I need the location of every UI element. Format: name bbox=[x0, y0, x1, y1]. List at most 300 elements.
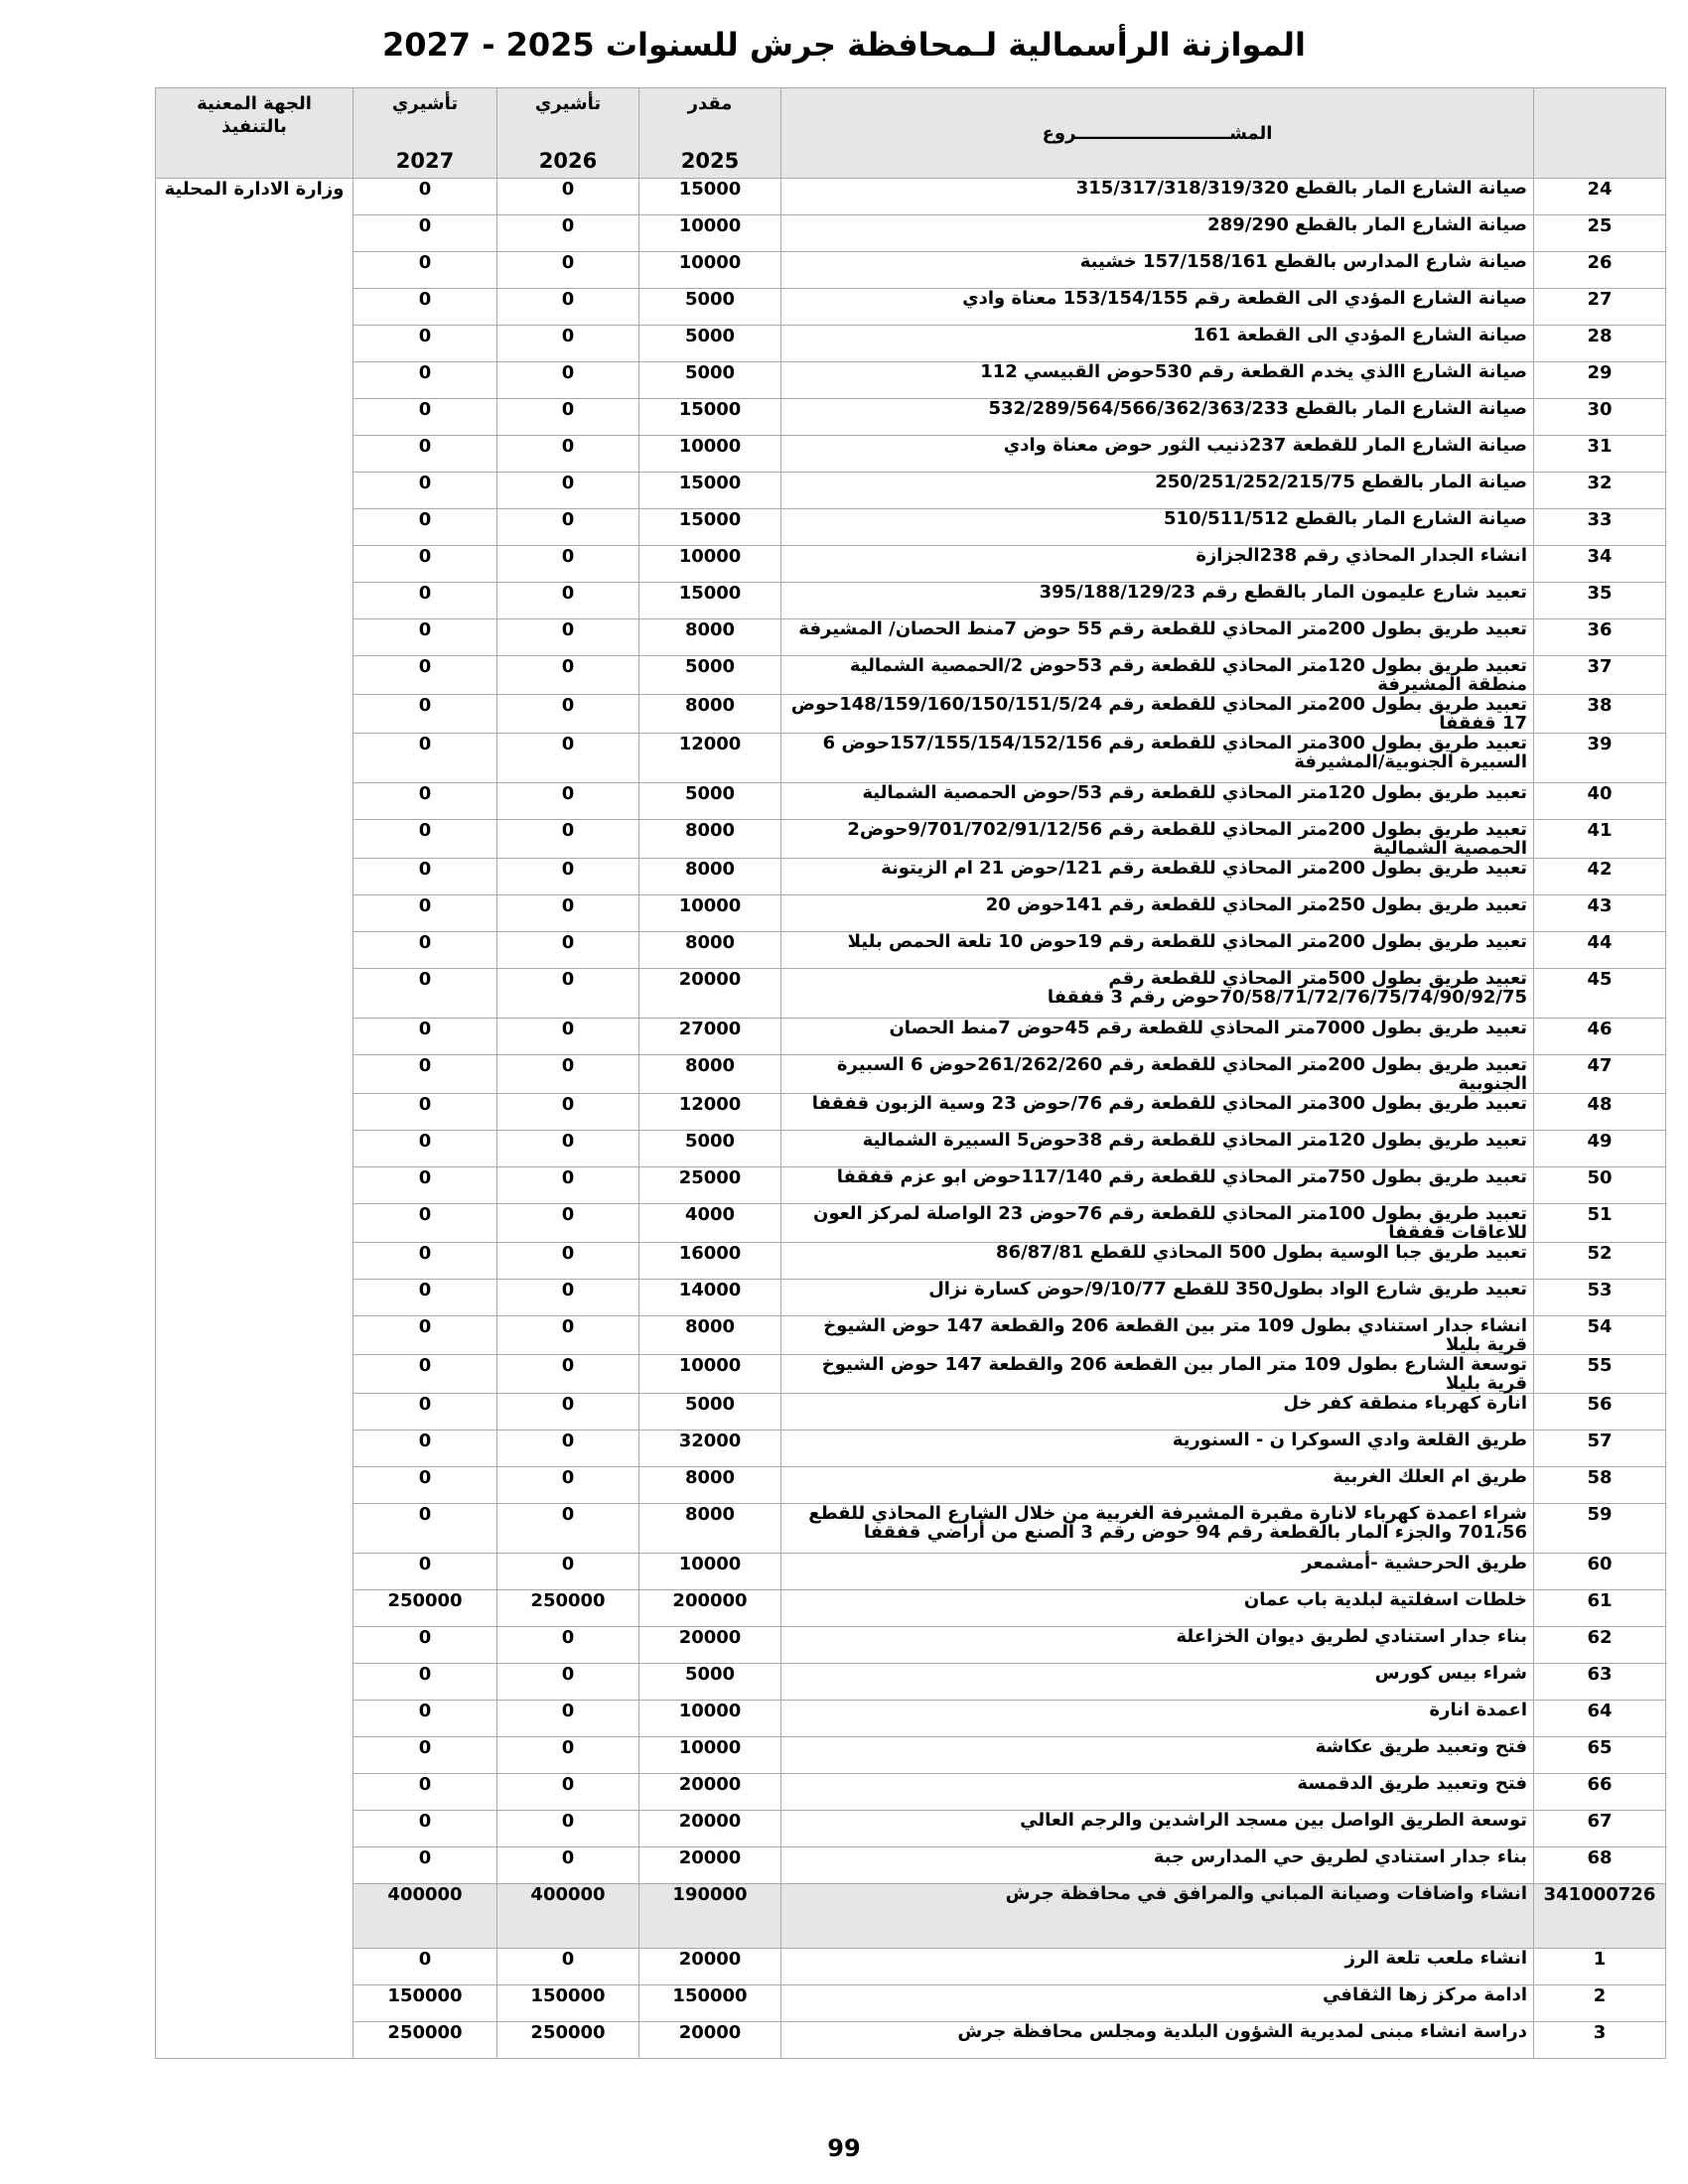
estimate-2025-value: 20000 bbox=[639, 1949, 781, 1985]
project-name: توسعة الطريق الواصل بين مسجد الراشدين والرجم العالي bbox=[781, 1811, 1534, 1847]
indicative-2027-value: 0 bbox=[353, 1701, 497, 1737]
indicative-2027-value: 0 bbox=[353, 362, 497, 399]
estimate-2025-value: 16000 bbox=[639, 1243, 781, 1280]
indicative-2026-value: 0 bbox=[497, 734, 639, 783]
indicative-2026-value: 0 bbox=[497, 695, 639, 734]
section-total-row bbox=[156, 1884, 1666, 1949]
table-row bbox=[156, 1664, 1666, 1701]
indicative-2026-value: 0 bbox=[497, 1627, 639, 1664]
estimate-2025-value: 8000 bbox=[639, 932, 781, 969]
table-row bbox=[156, 1204, 1666, 1243]
estimate-2025-value: 10000 bbox=[639, 1737, 781, 1774]
indicative-2027-value: 0 bbox=[353, 215, 497, 252]
table-row bbox=[156, 1094, 1666, 1131]
project-name: فتح وتعبيد طريق عكاشة bbox=[781, 1737, 1534, 1774]
table-row bbox=[156, 1131, 1666, 1167]
table-row bbox=[156, 436, 1666, 473]
row-number: 57 bbox=[1534, 1431, 1666, 1467]
indicative-2026-value: 0 bbox=[497, 1055, 639, 1094]
project-name: تعبيد طريق بطول 750متر المحاذي للقطعة رقم 117/140حوض ابو عزم قفقفا bbox=[781, 1167, 1534, 1204]
indicative-2027-value: 0 bbox=[353, 1554, 497, 1590]
estimate-2025-value: 15000 bbox=[639, 583, 781, 619]
row-number: 46 bbox=[1534, 1019, 1666, 1055]
estimate-2025-value: 8000 bbox=[639, 1316, 781, 1355]
indicative-2026-value: 0 bbox=[497, 969, 639, 1019]
indicative-2026-value: 0 bbox=[497, 1167, 639, 1204]
project-name: تعبيد طريق بطول 120متر المحاذي للقطعة رقم 53حوض 2/الحمصية الشمالية منطقة المشيرفة bbox=[781, 656, 1534, 695]
indicative-2027-value: 0 bbox=[353, 289, 497, 326]
indicative-2027-value: 0 bbox=[353, 1355, 497, 1394]
estimate-2025-value: 10000 bbox=[639, 1355, 781, 1394]
estimate-2025-value: 15000 bbox=[639, 399, 781, 436]
row-number: 47 bbox=[1534, 1055, 1666, 1094]
project-name: صيانة المار بالقطع 250/251/252/215/75 bbox=[781, 473, 1534, 509]
indicative-2026-value: 0 bbox=[497, 1949, 639, 1985]
estimate-2025-value: 200000 bbox=[639, 1590, 781, 1627]
estimate-2025-value: 20000 bbox=[639, 1627, 781, 1664]
indicative-2027-value: 250000 bbox=[353, 1590, 497, 1627]
indicative-2027-value: 0 bbox=[353, 436, 497, 473]
row-number: 63 bbox=[1534, 1664, 1666, 1701]
estimate-2025-value: 15000 bbox=[639, 179, 781, 215]
row-number: 40 bbox=[1534, 783, 1666, 820]
row-number: 49 bbox=[1534, 1131, 1666, 1167]
row-number: 51 bbox=[1534, 1204, 1666, 1243]
indicative-2026-value: 0 bbox=[497, 546, 639, 583]
table-row bbox=[156, 1316, 1666, 1355]
estimate-2025-value: 5000 bbox=[639, 1394, 781, 1431]
estimate-2025-header: مقدر 2025 bbox=[639, 88, 781, 179]
table-row bbox=[156, 1055, 1666, 1094]
project-name: شراء اعمدة كهرباء لانارة مقبرة المشيرفة الغربية من خلال الشارع المحاذي للقطع 701،56 والجزء المار بالقطعة رقم 94 حوض رقم 3 الصنع من أراضي قفقفا bbox=[781, 1504, 1534, 1554]
project-name: تعبيد طريق بطول 120متر المحاذي للقطعة رقم 38حوض5 السبيرة الشمالية bbox=[781, 1131, 1534, 1167]
row-number: 34 bbox=[1534, 546, 1666, 583]
project-name: طريق الحرحشية -أمشمعر bbox=[781, 1554, 1534, 1590]
table-row bbox=[156, 783, 1666, 820]
table-row bbox=[156, 1737, 1666, 1774]
indicative-2027-value: 0 bbox=[353, 1774, 497, 1811]
table-row bbox=[156, 252, 1666, 289]
project-name: شراء بيس كورس bbox=[781, 1664, 1534, 1701]
indicative-2027-value: 250000 bbox=[353, 2022, 497, 2059]
estimate-2025-value: 10000 bbox=[639, 1701, 781, 1737]
estimate-2025-value: 8000 bbox=[639, 1055, 781, 1094]
estimate-2025-value: 10000 bbox=[639, 546, 781, 583]
indicative-2026-value: 0 bbox=[497, 1394, 639, 1431]
table-row bbox=[156, 619, 1666, 656]
table-row bbox=[156, 932, 1666, 969]
indicative-2026-value: 0 bbox=[497, 436, 639, 473]
indicative-2026-value: 0 bbox=[497, 1554, 639, 1590]
index-column-header bbox=[1534, 88, 1666, 179]
indicative-2027-value: 0 bbox=[353, 546, 497, 583]
indicative-2026-value: 400000 bbox=[497, 1884, 639, 1949]
indicative-2026-value: 0 bbox=[497, 1664, 639, 1701]
project-name: ادامة مركز زها الثقافي bbox=[781, 1985, 1534, 2022]
indicative-2026-value: 0 bbox=[497, 932, 639, 969]
indicative-2026-value: 0 bbox=[497, 820, 639, 859]
table-row bbox=[156, 1811, 1666, 1847]
indicative-2027-value: 0 bbox=[353, 326, 497, 362]
indicative-2026-value: 0 bbox=[497, 399, 639, 436]
table-row bbox=[156, 1355, 1666, 1394]
estimate-2025-value: 14000 bbox=[639, 1280, 781, 1316]
project-name: تعبيد طريق بطول 500متر المحاذي للقطعة رقم 70/58/71/72/76/75/74/90/92/75حوض رقم 3 قفقفا bbox=[781, 969, 1534, 1019]
row-number: 341000726 bbox=[1534, 1884, 1666, 1949]
estimate-2025-value: 10000 bbox=[639, 1554, 781, 1590]
estimate-2025-value: 20000 bbox=[639, 1847, 781, 1884]
estimate-2025-value: 8000 bbox=[639, 1504, 781, 1554]
indicative-2027-value: 0 bbox=[353, 1467, 497, 1504]
project-name: تعبيد طريق بطول 200متر المحاذي للقطعة رقم 148/159/160/150/151/5/24حوض 17 قفقفا bbox=[781, 695, 1534, 734]
table-row bbox=[156, 1019, 1666, 1055]
indicative-2027-value: 0 bbox=[353, 695, 497, 734]
indicative-2027-value: 0 bbox=[353, 1627, 497, 1664]
page-number: 99 bbox=[827, 2134, 861, 2162]
row-number: 60 bbox=[1534, 1554, 1666, 1590]
estimate-2025-value: 5000 bbox=[639, 1664, 781, 1701]
estimate-2025-value: 15000 bbox=[639, 509, 781, 546]
indicative-2027-value: 0 bbox=[353, 1131, 497, 1167]
indicative-2026-value: 0 bbox=[497, 473, 639, 509]
indicative-2027-value: 0 bbox=[353, 1280, 497, 1316]
project-name: انشاء جدار استنادي بطول 109 متر بين القطعة 206 والقطعة 147 حوض الشيوخ قرية بليلا bbox=[781, 1316, 1534, 1355]
row-number: 67 bbox=[1534, 1811, 1666, 1847]
indicative-2026-value: 0 bbox=[497, 1847, 639, 1884]
indicative-2027-value: 0 bbox=[353, 1811, 497, 1847]
table-row bbox=[156, 1394, 1666, 1431]
project-name: صيانة الشارع المار بالقطع 510/511/512 bbox=[781, 509, 1534, 546]
project-name: انشاء واضافات وصيانة المباني والمرافق في محافظة جرش bbox=[781, 1884, 1534, 1949]
indicative-2027-value: 0 bbox=[353, 1243, 497, 1280]
table-row bbox=[156, 179, 1666, 215]
project-name: بناء جدار استنادي لطريق حي المدارس جبة bbox=[781, 1847, 1534, 1884]
project-name: اعمدة انارة bbox=[781, 1701, 1534, 1737]
row-number: 66 bbox=[1534, 1774, 1666, 1811]
estimate-2025-value: 32000 bbox=[639, 1431, 781, 1467]
indicative-2027-value: 0 bbox=[353, 1504, 497, 1554]
table-row bbox=[156, 1504, 1666, 1554]
estimate-2025-value: 5000 bbox=[639, 1131, 781, 1167]
table-row bbox=[156, 1985, 1666, 2022]
estimate-2025-value: 10000 bbox=[639, 215, 781, 252]
agency-name: وزارة الادارة المحلية bbox=[156, 179, 353, 2059]
table-row bbox=[156, 1774, 1666, 1811]
table-row bbox=[156, 289, 1666, 326]
row-number: 44 bbox=[1534, 932, 1666, 969]
indicative-2026-value: 0 bbox=[497, 252, 639, 289]
indicative-2026-value: 150000 bbox=[497, 1985, 639, 2022]
project-name: صيانة الشارع االذي يخدم القطعة رقم 530حوض القبيسي 112 bbox=[781, 362, 1534, 399]
row-number: 52 bbox=[1534, 1243, 1666, 1280]
indicative-2027-value: 0 bbox=[353, 252, 497, 289]
estimate-2025-value: 5000 bbox=[639, 326, 781, 362]
row-number: 24 bbox=[1534, 179, 1666, 215]
indicative-2026-value: 0 bbox=[497, 179, 639, 215]
indicative-2027-value: 0 bbox=[353, 1394, 497, 1431]
indicative-2026-value: 0 bbox=[497, 1019, 639, 1055]
indicative-2026-value: 0 bbox=[497, 1094, 639, 1131]
project-name: صيانة شارع المدارس بالقطع 157/158/161 خشيبة bbox=[781, 252, 1534, 289]
table-row bbox=[156, 969, 1666, 1019]
estimate-2025-value: 10000 bbox=[639, 895, 781, 932]
indicative-2027-value: 0 bbox=[353, 1316, 497, 1355]
estimate-2025-value: 8000 bbox=[639, 820, 781, 859]
estimate-2025-value: 5000 bbox=[639, 362, 781, 399]
indicative-2027-value: 0 bbox=[353, 783, 497, 820]
table-row bbox=[156, 215, 1666, 252]
project-name: تعبيد طريق بطول 200متر المحاذي للقطعة رقم 19حوض 10 تلعة الحمص بليلا bbox=[781, 932, 1534, 969]
table-row bbox=[156, 695, 1666, 734]
estimate-2025-value: 5000 bbox=[639, 656, 781, 695]
indicative-2026-value: 0 bbox=[497, 1737, 639, 1774]
indicative-2027-value: 0 bbox=[353, 932, 497, 969]
page-title: الموازنة الرأسمالية لـمحافظة جرش للسنوات 2025 - 2027 bbox=[381, 26, 1306, 64]
indicative-2027-value: 0 bbox=[353, 1167, 497, 1204]
indicative-2026-value: 250000 bbox=[497, 2022, 639, 2059]
indicative-2027-value: 0 bbox=[353, 1664, 497, 1701]
indicative-2027-value: 0 bbox=[353, 583, 497, 619]
indicative-2027-value: 0 bbox=[353, 1019, 497, 1055]
indicative-2027-value: 0 bbox=[353, 1055, 497, 1094]
indicative-2027-value: 400000 bbox=[353, 1884, 497, 1949]
table-row bbox=[156, 399, 1666, 436]
indicative-2026-value: 0 bbox=[497, 859, 639, 895]
indicative-2026-value: 0 bbox=[497, 362, 639, 399]
project-name: صيانة الشارع المار للقطعة 237ذنيب الثور حوض معناة وادي bbox=[781, 436, 1534, 473]
project-name: تعبيد طريق جبا الوسية بطول 500 المحاذي للقطع 86/87/81 bbox=[781, 1243, 1534, 1280]
project-name: طريق القلعة وادي السوكرا ن - السنورية bbox=[781, 1431, 1534, 1467]
indicative-2026-value: 0 bbox=[497, 1131, 639, 1167]
indicative-2026-value: 0 bbox=[497, 1431, 639, 1467]
row-number: 35 bbox=[1534, 583, 1666, 619]
indicative-2026-value: 0 bbox=[497, 1701, 639, 1737]
estimate-2025-value: 150000 bbox=[639, 1985, 781, 2022]
estimate-2025-value: 27000 bbox=[639, 1019, 781, 1055]
indicative-2027-value: 0 bbox=[353, 656, 497, 695]
project-name: دراسة انشاء مبنى لمديرية الشؤون البلدية ومجلس محافظة جرش bbox=[781, 2022, 1534, 2059]
table-row bbox=[156, 2022, 1666, 2059]
estimate-2025-value: 5000 bbox=[639, 783, 781, 820]
table-row bbox=[156, 473, 1666, 509]
project-name: طريق ام العلك الغربية bbox=[781, 1467, 1534, 1504]
table-row bbox=[156, 1847, 1666, 1884]
estimate-2025-value: 10000 bbox=[639, 436, 781, 473]
table-row bbox=[156, 1243, 1666, 1280]
estimate-2025-value: 8000 bbox=[639, 695, 781, 734]
row-number: 37 bbox=[1534, 656, 1666, 695]
indicative-2027-value: 0 bbox=[353, 1847, 497, 1884]
table-row bbox=[156, 1431, 1666, 1467]
row-number: 39 bbox=[1534, 734, 1666, 783]
indicative-2026-value: 0 bbox=[497, 1504, 639, 1554]
indicative-2027-value: 0 bbox=[353, 859, 497, 895]
project-name: تعبيد طريق بطول 7000متر المحاذي للقطعة رقم 45حوض 7منط الحصان bbox=[781, 1019, 1534, 1055]
indicative-2026-value: 0 bbox=[497, 1204, 639, 1243]
indicative-2027-value: 150000 bbox=[353, 1985, 497, 2022]
project-name: تعبيد طريق شارع الواد بطول350 للقطع 9/10/77/حوض كسارة نزال bbox=[781, 1280, 1534, 1316]
row-number: 33 bbox=[1534, 509, 1666, 546]
row-number: 61 bbox=[1534, 1590, 1666, 1627]
row-number: 42 bbox=[1534, 859, 1666, 895]
estimate-2025-value: 8000 bbox=[639, 1467, 781, 1504]
indicative-2027-header: تأشيري 2027 bbox=[353, 88, 497, 179]
table-row bbox=[156, 656, 1666, 695]
row-number: 31 bbox=[1534, 436, 1666, 473]
indicative-2027-value: 0 bbox=[353, 619, 497, 656]
table-row bbox=[156, 1949, 1666, 1985]
project-name: انشاء الجدار المحاذي رقم 238الجزازة bbox=[781, 546, 1534, 583]
table-row bbox=[156, 583, 1666, 619]
project-column-header: المشـــــــــــــــــــــــــروع bbox=[781, 88, 1534, 179]
row-number: 48 bbox=[1534, 1094, 1666, 1131]
indicative-2026-header: تأشيري 2026 bbox=[497, 88, 639, 179]
indicative-2027-value: 0 bbox=[353, 1431, 497, 1467]
indicative-2027-value: 0 bbox=[353, 399, 497, 436]
row-number: 54 bbox=[1534, 1316, 1666, 1355]
indicative-2027-value: 0 bbox=[353, 734, 497, 783]
table-row bbox=[156, 509, 1666, 546]
project-name: تعبيد طريق بطول 200متر المحاذي للقطعة رقم 261/262/260حوض 6 السبيرة الجنوبية bbox=[781, 1055, 1534, 1094]
table-row bbox=[156, 859, 1666, 895]
table-row bbox=[156, 1467, 1666, 1504]
row-number: 43 bbox=[1534, 895, 1666, 932]
indicative-2027-value: 0 bbox=[353, 473, 497, 509]
indicative-2027-value: 0 bbox=[353, 1094, 497, 1131]
row-number: 59 bbox=[1534, 1504, 1666, 1554]
indicative-2027-value: 0 bbox=[353, 895, 497, 932]
indicative-2026-value: 0 bbox=[497, 509, 639, 546]
row-number: 64 bbox=[1534, 1701, 1666, 1737]
project-name: صيانة الشارع المار بالقطع 532/289/564/566/362/363/233 bbox=[781, 399, 1534, 436]
table-row bbox=[156, 1590, 1666, 1627]
indicative-2027-value: 0 bbox=[353, 1949, 497, 1985]
estimate-2025-value: 20000 bbox=[639, 2022, 781, 2059]
indicative-2026-value: 0 bbox=[497, 619, 639, 656]
row-number: 56 bbox=[1534, 1394, 1666, 1431]
row-number: 41 bbox=[1534, 820, 1666, 859]
row-number: 38 bbox=[1534, 695, 1666, 734]
table-row bbox=[156, 1554, 1666, 1590]
project-name: صيانة الشارع المار بالقطع 289/290 bbox=[781, 215, 1534, 252]
indicative-2027-value: 0 bbox=[353, 509, 497, 546]
table-row bbox=[156, 1701, 1666, 1737]
indicative-2026-value: 0 bbox=[497, 1774, 639, 1811]
indicative-2026-value: 0 bbox=[497, 1280, 639, 1316]
row-number: 3 bbox=[1534, 2022, 1666, 2059]
project-name: صيانة الشارع المؤدي الى القطعة 161 bbox=[781, 326, 1534, 362]
budget-table bbox=[155, 87, 1666, 2059]
table-row bbox=[156, 895, 1666, 932]
row-number: 68 bbox=[1534, 1847, 1666, 1884]
project-name: خلطات اسفلتية لبلدية باب عمان bbox=[781, 1590, 1534, 1627]
indicative-2026-value: 0 bbox=[497, 783, 639, 820]
estimate-2025-value: 20000 bbox=[639, 1811, 781, 1847]
estimate-2025-value: 5000 bbox=[639, 289, 781, 326]
table-row bbox=[156, 1627, 1666, 1664]
indicative-2026-value: 0 bbox=[497, 326, 639, 362]
project-name: تعبيد طريق بطول 120متر المحاذي للقطعة رقم 53/حوض الحمصية الشمالية bbox=[781, 783, 1534, 820]
estimate-2025-value: 8000 bbox=[639, 619, 781, 656]
project-name: فتح وتعبيد طريق الدقمسة bbox=[781, 1774, 1534, 1811]
row-number: 26 bbox=[1534, 252, 1666, 289]
project-name: صيانة الشارع المؤدي الى القطعة رقم 153/154/155 معناة وادي bbox=[781, 289, 1534, 326]
project-name: تعبيد طريق بطول 250متر المحاذي للقطعة رقم 141حوض 20 bbox=[781, 895, 1534, 932]
estimate-2025-value: 15000 bbox=[639, 473, 781, 509]
project-name: بناء جدار استنادي لطريق ديوان الخزاعلة bbox=[781, 1627, 1534, 1664]
estimate-2025-value: 12000 bbox=[639, 734, 781, 783]
indicative-2026-value: 0 bbox=[497, 1316, 639, 1355]
indicative-2026-value: 0 bbox=[497, 1243, 639, 1280]
project-name: تعبيد طريق بطول 200متر المحاذي للقطعة رقم 9/701/702/91/12/56حوض2 الحمصية الشمالية bbox=[781, 820, 1534, 859]
indicative-2026-value: 0 bbox=[497, 289, 639, 326]
row-number: 32 bbox=[1534, 473, 1666, 509]
row-number: 65 bbox=[1534, 1737, 1666, 1774]
row-number: 50 bbox=[1534, 1167, 1666, 1204]
indicative-2026-value: 0 bbox=[497, 1811, 639, 1847]
row-number: 29 bbox=[1534, 362, 1666, 399]
row-number: 62 bbox=[1534, 1627, 1666, 1664]
row-number: 28 bbox=[1534, 326, 1666, 362]
row-number: 30 bbox=[1534, 399, 1666, 436]
indicative-2026-value: 0 bbox=[497, 895, 639, 932]
project-name: تعبيد طريق بطول 300متر المحاذي للقطعة رقم 76/حوض 23 وسية الزبون قفقفا bbox=[781, 1094, 1534, 1131]
row-number: 2 bbox=[1534, 1985, 1666, 2022]
estimate-2025-value: 190000 bbox=[639, 1884, 781, 1949]
table-row bbox=[156, 326, 1666, 362]
row-number: 25 bbox=[1534, 215, 1666, 252]
table-header-row bbox=[156, 88, 1666, 179]
table-row bbox=[156, 1280, 1666, 1316]
project-name: انارة كهرباء منطقة كفر خل bbox=[781, 1394, 1534, 1431]
row-number: 27 bbox=[1534, 289, 1666, 326]
project-name: صيانة الشارع المار بالقطع 315/317/318/319/320 bbox=[781, 179, 1534, 215]
table-row bbox=[156, 546, 1666, 583]
project-name: تعبيد شارع عليمون المار بالقطع رقم 395/188/129/23 bbox=[781, 583, 1534, 619]
estimate-2025-value: 20000 bbox=[639, 969, 781, 1019]
indicative-2027-value: 0 bbox=[353, 969, 497, 1019]
table-row bbox=[156, 362, 1666, 399]
row-number: 45 bbox=[1534, 969, 1666, 1019]
project-name: تعبيد طريق بطول 300متر المحاذي للقطعة رقم 157/155/154/152/156حوض 6 السبيرة الجنوبية/المشيرفة bbox=[781, 734, 1534, 783]
row-number: 55 bbox=[1534, 1355, 1666, 1394]
row-number: 58 bbox=[1534, 1467, 1666, 1504]
estimate-2025-value: 12000 bbox=[639, 1094, 781, 1131]
row-number: 36 bbox=[1534, 619, 1666, 656]
indicative-2027-value: 0 bbox=[353, 1204, 497, 1243]
indicative-2026-value: 0 bbox=[497, 583, 639, 619]
table-row bbox=[156, 820, 1666, 859]
estimate-2025-value: 10000 bbox=[639, 252, 781, 289]
indicative-2027-value: 0 bbox=[353, 179, 497, 215]
indicative-2026-value: 0 bbox=[497, 656, 639, 695]
indicative-2026-value: 0 bbox=[497, 215, 639, 252]
estimate-2025-value: 20000 bbox=[639, 1774, 781, 1811]
project-name: تعبيد طريق بطول 200متر المحاذي للقطعة رقم 121/حوض 21 ام الزيتونة bbox=[781, 859, 1534, 895]
project-name: تعبيد طريق بطول 200متر المحاذي للقطعة رقم 55 حوض 7منط الحصان/ المشيرفة bbox=[781, 619, 1534, 656]
project-name: انشاء ملعب تلعة الرز bbox=[781, 1949, 1534, 1985]
project-name: تعبيد طريق بطول 100متر المحاذي للقطعة رقم 76حوض 23 الواصلة لمركز العون للاعاقات قفقفا bbox=[781, 1204, 1534, 1243]
indicative-2027-value: 0 bbox=[353, 1737, 497, 1774]
table-row bbox=[156, 1167, 1666, 1204]
indicative-2026-value: 0 bbox=[497, 1355, 639, 1394]
estimate-2025-value: 8000 bbox=[639, 859, 781, 895]
row-number: 53 bbox=[1534, 1280, 1666, 1316]
indicative-2027-value: 0 bbox=[353, 820, 497, 859]
row-number: 1 bbox=[1534, 1949, 1666, 1985]
table-row bbox=[156, 734, 1666, 783]
indicative-2026-value: 250000 bbox=[497, 1590, 639, 1627]
